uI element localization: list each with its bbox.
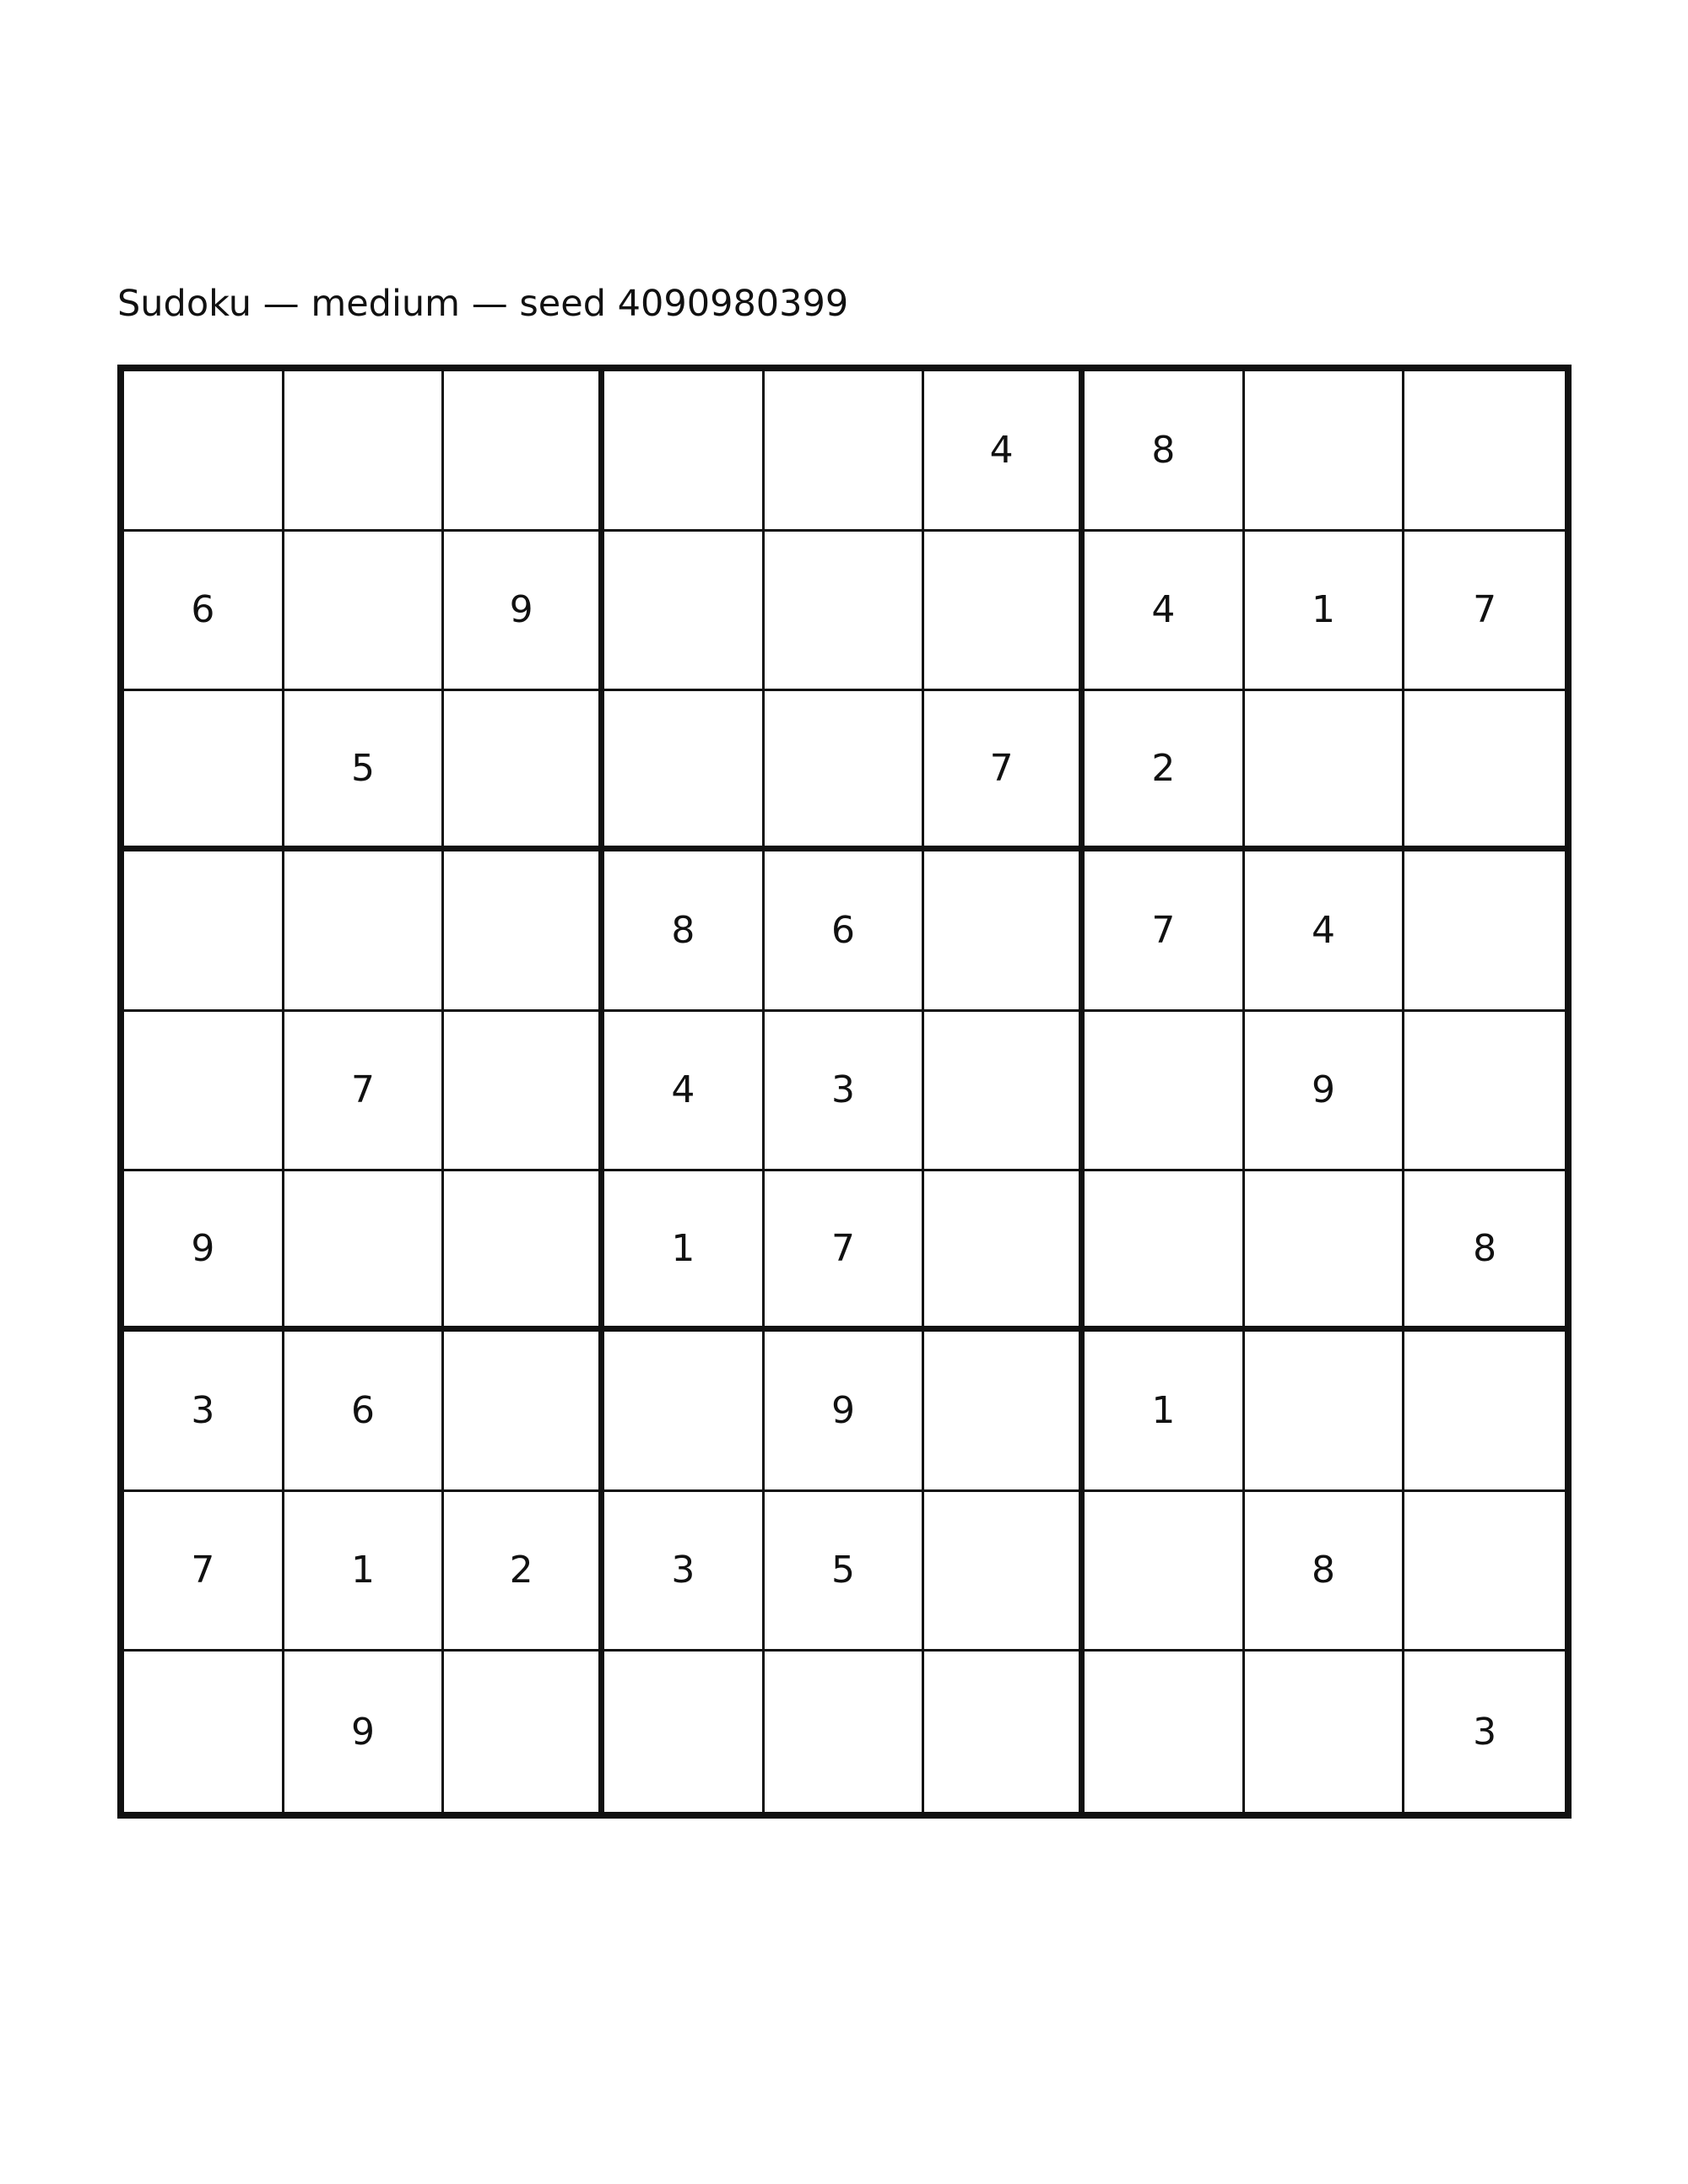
sudoku-cell-r4-c8[interactable]: 4	[1245, 851, 1405, 1012]
sudoku-cell-r8-c6[interactable]	[924, 1492, 1085, 1652]
sudoku-cell-r1-c5[interactable]	[765, 371, 925, 532]
sudoku-cell-r5-c4[interactable]: 4	[604, 1012, 765, 1172]
sudoku-cell-r8-c3[interactable]: 2	[444, 1492, 604, 1652]
sudoku-cell-r6-c9[interactable]: 8	[1404, 1171, 1565, 1332]
sudoku-cell-r4-c5[interactable]: 6	[765, 851, 925, 1012]
sudoku-cell-r7-c9[interactable]	[1404, 1332, 1565, 1492]
sudoku-cell-r8-c2[interactable]: 1	[284, 1492, 445, 1652]
sudoku-cell-r6-c8[interactable]	[1245, 1171, 1405, 1332]
sudoku-cell-r4-c2[interactable]	[284, 851, 445, 1012]
sudoku-cell-r9-c2[interactable]: 9	[284, 1652, 445, 1812]
sudoku-cell-r9-c7[interactable]	[1085, 1652, 1245, 1812]
sudoku-cell-r9-c1[interactable]	[124, 1652, 284, 1812]
sudoku-cell-r9-c8[interactable]	[1245, 1652, 1405, 1812]
sudoku-cell-r5-c5[interactable]: 3	[765, 1012, 925, 1172]
sudoku-cell-r7-c2[interactable]: 6	[284, 1332, 445, 1492]
sudoku-cell-r4-c4[interactable]: 8	[604, 851, 765, 1012]
sudoku-cell-r2-c2[interactable]	[284, 532, 445, 692]
sudoku-cell-r3-c4[interactable]	[604, 691, 765, 851]
sudoku-cell-r2-c3[interactable]: 9	[444, 532, 604, 692]
sudoku-cell-r7-c3[interactable]	[444, 1332, 604, 1492]
sudoku-cell-r5-c9[interactable]	[1404, 1012, 1565, 1172]
sudoku-cell-r5-c1[interactable]	[124, 1012, 284, 1172]
sudoku-cell-r7-c7[interactable]: 1	[1085, 1332, 1245, 1492]
sudoku-cell-r4-c7[interactable]: 7	[1085, 851, 1245, 1012]
sudoku-cell-r9-c4[interactable]	[604, 1652, 765, 1812]
sudoku-cell-r7-c1[interactable]: 3	[124, 1332, 284, 1492]
sudoku-cell-r1-c2[interactable]	[284, 371, 445, 532]
sudoku-cell-r3-c6[interactable]: 7	[924, 691, 1085, 851]
sudoku-board	[117, 365, 1572, 1819]
sudoku-cell-r3-c5[interactable]	[765, 691, 925, 851]
sudoku-cell-r3-c7[interactable]: 2	[1085, 691, 1245, 851]
sudoku-cell-r6-c3[interactable]	[444, 1171, 604, 1332]
sudoku-cell-r8-c7[interactable]	[1085, 1492, 1245, 1652]
sudoku-cell-r9-c3[interactable]	[444, 1652, 604, 1812]
sudoku-cell-r8-c5[interactable]: 5	[765, 1492, 925, 1652]
sudoku-cell-r8-c8[interactable]: 8	[1245, 1492, 1405, 1652]
sudoku-cell-r7-c5[interactable]: 9	[765, 1332, 925, 1492]
sudoku-cell-r1-c7[interactable]: 8	[1085, 371, 1245, 532]
sudoku-cell-r2-c8[interactable]: 1	[1245, 532, 1405, 692]
sudoku-cell-r2-c4[interactable]	[604, 532, 765, 692]
sudoku-cell-r6-c7[interactable]	[1085, 1171, 1245, 1332]
sudoku-cell-r1-c8[interactable]	[1245, 371, 1405, 532]
sudoku-cell-r1-c4[interactable]	[604, 371, 765, 532]
sudoku-cell-r3-c8[interactable]	[1245, 691, 1405, 851]
sudoku-cell-r1-c6[interactable]: 4	[924, 371, 1085, 532]
sudoku-cell-r9-c5[interactable]	[765, 1652, 925, 1812]
sudoku-cell-r6-c1[interactable]: 9	[124, 1171, 284, 1332]
sudoku-cell-r6-c4[interactable]: 1	[604, 1171, 765, 1332]
sudoku-cell-r6-c6[interactable]	[924, 1171, 1085, 1332]
puzzle-title: Sudoku — medium — seed 4090980399	[117, 283, 849, 325]
sudoku-cell-r2-c7[interactable]: 4	[1085, 532, 1245, 692]
sudoku-cell-r2-c5[interactable]	[765, 532, 925, 692]
sudoku-cell-r1-c3[interactable]	[444, 371, 604, 532]
sudoku-cell-r7-c4[interactable]	[604, 1332, 765, 1492]
sudoku-cell-r8-c4[interactable]: 3	[604, 1492, 765, 1652]
sudoku-cell-r7-c6[interactable]	[924, 1332, 1085, 1492]
sudoku-cell-r8-c1[interactable]: 7	[124, 1492, 284, 1652]
sudoku-cell-r4-c1[interactable]	[124, 851, 284, 1012]
sudoku-cell-r6-c2[interactable]	[284, 1171, 445, 1332]
sudoku-cell-r5-c3[interactable]	[444, 1012, 604, 1172]
sudoku-cell-r3-c2[interactable]: 5	[284, 691, 445, 851]
sudoku-cell-r2-c6[interactable]	[924, 532, 1085, 692]
sudoku-cell-r5-c2[interactable]: 7	[284, 1012, 445, 1172]
sudoku-cell-r5-c8[interactable]: 9	[1245, 1012, 1405, 1172]
sudoku-cell-r2-c9[interactable]: 7	[1404, 532, 1565, 692]
sudoku-cell-r8-c9[interactable]	[1404, 1492, 1565, 1652]
sudoku-cell-r6-c5[interactable]: 7	[765, 1171, 925, 1332]
sudoku-cell-r9-c6[interactable]	[924, 1652, 1085, 1812]
sudoku-cell-r3-c1[interactable]	[124, 691, 284, 851]
sudoku-cell-r1-c1[interactable]	[124, 371, 284, 532]
sudoku-cell-r4-c9[interactable]	[1404, 851, 1565, 1012]
sudoku-cell-r4-c6[interactable]	[924, 851, 1085, 1012]
sudoku-cell-r2-c1[interactable]: 6	[124, 532, 284, 692]
sudoku-cell-r4-c3[interactable]	[444, 851, 604, 1012]
sudoku-cell-r1-c9[interactable]	[1404, 371, 1565, 532]
sudoku-cell-r5-c6[interactable]	[924, 1012, 1085, 1172]
sudoku-cell-r9-c9[interactable]: 3	[1473, 1710, 1497, 1754]
sudoku-cell-r7-c8[interactable]	[1245, 1332, 1405, 1492]
sudoku-cell-r3-c9[interactable]	[1404, 691, 1565, 851]
sudoku-cell-r5-c7[interactable]	[1085, 1012, 1245, 1172]
sudoku-cell-r3-c3[interactable]	[444, 691, 604, 851]
